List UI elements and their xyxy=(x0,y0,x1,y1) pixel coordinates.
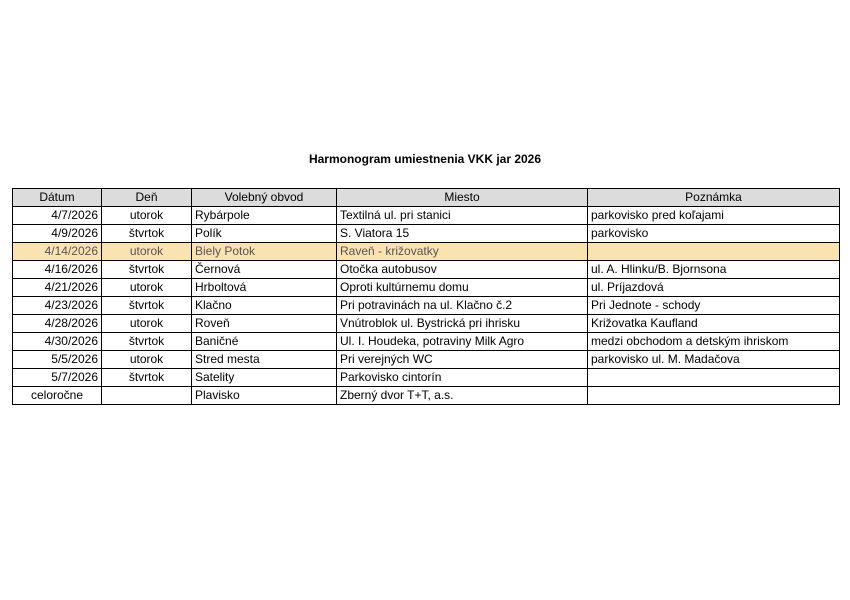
table-row xyxy=(13,279,840,297)
column-header-note: Poznámka xyxy=(588,189,840,207)
cell-place: Vnútroblok ul. Bystrická pri ihrisku xyxy=(337,315,588,333)
cell-date: 4/7/2026 xyxy=(13,207,102,225)
cell-area: Polík xyxy=(192,225,337,243)
cell-date: 5/7/2026 xyxy=(13,369,102,387)
cell-place: Oproti kultúrnemu domu xyxy=(337,279,588,297)
column-header-place: Miesto xyxy=(337,189,588,207)
table-row xyxy=(13,333,840,351)
cell-date: 4/14/2026 xyxy=(13,243,102,261)
cell-note: ul. A. Hlinku/B. Bjornsona xyxy=(588,261,840,279)
cell-date: 4/9/2026 xyxy=(13,225,102,243)
cell-note: medzi obchodom a detským ihriskom xyxy=(588,333,840,351)
cell-date: 4/16/2026 xyxy=(13,261,102,279)
schedule-table xyxy=(12,188,840,405)
cell-note: Pri Jednote - schody xyxy=(588,297,840,315)
cell-place: Raveň - križovatky xyxy=(337,243,588,261)
cell-note: parkovisko pred koľajami xyxy=(588,207,840,225)
cell-area: Hrboltová xyxy=(192,279,337,297)
cell-place: Textilná ul. pri stanici xyxy=(337,207,588,225)
cell-area: Klačno xyxy=(192,297,337,315)
cell-date: 4/21/2026 xyxy=(13,279,102,297)
table-row xyxy=(13,207,840,225)
cell-place: S. Viatora 15 xyxy=(337,225,588,243)
cell-day: utorok xyxy=(102,243,192,261)
cell-area: Satelity xyxy=(192,369,337,387)
cell-area: Roveň xyxy=(192,315,337,333)
cell-area: Plavisko xyxy=(192,387,337,405)
column-header-day: Deň xyxy=(102,189,192,207)
cell-date: 5/5/2026 xyxy=(13,351,102,369)
cell-date: 4/23/2026 xyxy=(13,297,102,315)
cell-date: 4/28/2026 xyxy=(13,315,102,333)
table-row xyxy=(13,225,840,243)
cell-day: štvrtok xyxy=(102,225,192,243)
cell-area: Biely Potok xyxy=(192,243,337,261)
cell-place: Ul. I. Houdeka, potraviny Milk Agro xyxy=(337,333,588,351)
cell-day: štvrtok xyxy=(102,369,192,387)
cell-area: Rybárpole xyxy=(192,207,337,225)
table-row xyxy=(13,351,840,369)
cell-note: ul. Príjazdová xyxy=(588,279,840,297)
cell-place: Pri potravinách na ul. Klačno č.2 xyxy=(337,297,588,315)
table-row xyxy=(13,369,840,387)
page-title: Harmonogram umiestnenia VKK jar 2026 xyxy=(308,152,542,166)
table-row-highlighted xyxy=(13,243,840,261)
cell-note xyxy=(588,243,840,261)
cell-note xyxy=(588,387,840,405)
cell-note: parkovisko xyxy=(588,225,840,243)
cell-day: utorok xyxy=(102,351,192,369)
table-row xyxy=(13,261,840,279)
column-header-area: Volebný obvod xyxy=(192,189,337,207)
cell-note: Križovatka Kaufland xyxy=(588,315,840,333)
table-header-row xyxy=(13,189,840,207)
cell-day: utorok xyxy=(102,279,192,297)
cell-place: Parkovisko cintorín xyxy=(337,369,588,387)
cell-area: Stred mesta xyxy=(192,351,337,369)
cell-day: štvrtok xyxy=(102,261,192,279)
cell-day: utorok xyxy=(102,207,192,225)
cell-date: celoročne xyxy=(13,387,102,405)
cell-area: Černová xyxy=(192,261,337,279)
cell-day xyxy=(102,387,192,405)
cell-date: 4/30/2026 xyxy=(13,333,102,351)
cell-day: štvrtok xyxy=(102,333,192,351)
cell-note xyxy=(588,369,840,387)
cell-day: štvrtok xyxy=(102,297,192,315)
cell-day: utorok xyxy=(102,315,192,333)
cell-place: Zberný dvor T+T, a.s. xyxy=(337,387,588,405)
cell-place: Otočka autobusov xyxy=(337,261,588,279)
cell-note: parkovisko ul. M. Madačova xyxy=(588,351,840,369)
table-row xyxy=(13,297,840,315)
cell-area: Baničné xyxy=(192,333,337,351)
table-row xyxy=(13,387,840,405)
table-row xyxy=(13,315,840,333)
cell-place: Pri verejných WC xyxy=(337,351,588,369)
column-header-date: Dátum xyxy=(13,189,102,207)
